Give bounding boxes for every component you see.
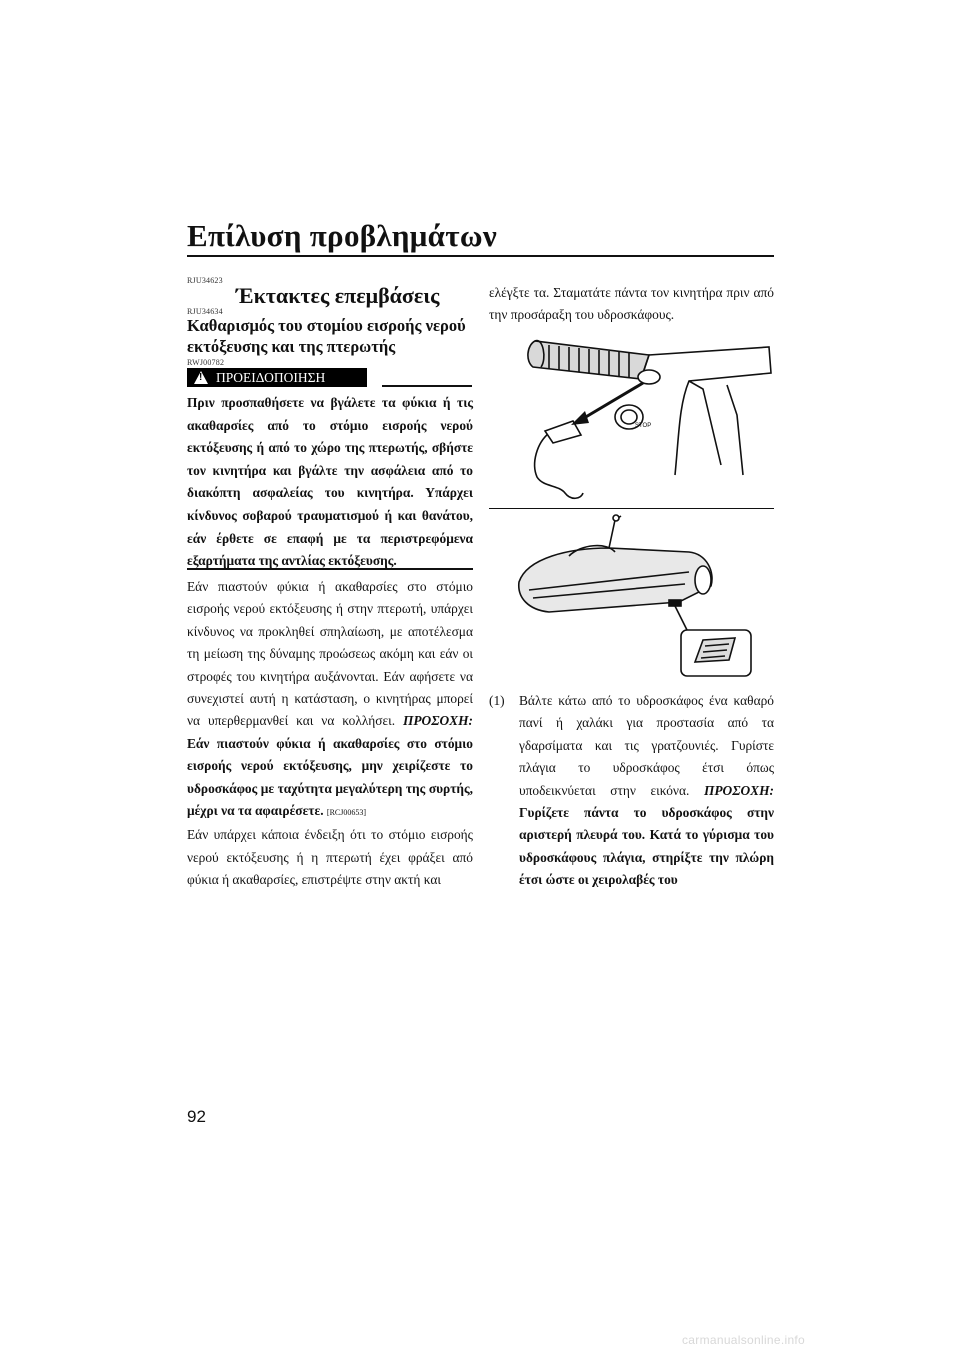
caution-code: [RCJ00653] bbox=[326, 808, 367, 818]
warning-text: Πριν προσπαθήσετε να βγάλετε τα φύκια ή τις ακαθαρσίες από το στόμιο εισροής νερού εκτόξευσης ή από το χώρο της πτερωτής, σβήστε τον κινητήρα και βγάλτε την ασφάλεια από το διακόπτη ασφαλείας του κινητήρα. Υπάρχει κίνδυνος σοβαρού τραυματισμού ή και θανάτου, εάν έρθετε σε επαφή με τα περιστρεφόμενα εξαρτήματα της αντλίας εκτόξευσης. bbox=[187, 395, 473, 569]
warning-triangle-icon bbox=[194, 371, 208, 384]
warning-rule bbox=[382, 385, 472, 387]
warning-label-box bbox=[187, 368, 367, 387]
figure-divider bbox=[489, 508, 774, 509]
footer-watermark: carmanualsonline.info bbox=[682, 1333, 806, 1347]
page-header-title: Επίλυση προβλημάτων bbox=[187, 218, 497, 253]
section-code: RJU34623 bbox=[187, 276, 223, 285]
caution-label: ΠΡΟΣΟΧΗ: bbox=[402, 713, 473, 729]
body-paragraph-1: Εάν πιαστούν φύκια ή ακαθαρσίες στο στόμιο εισροής νερού εκτόξευσης ή στην πτερωτή, υπάρχει κίνδυνος να προκληθεί σπηλαίωση, με αποτέλεσμα τη μείωση της δύναμης προώσεως ακόμη και εάν οι στροφές του κινητήρα αυξάνονται. Εάν αφήσετε να συνεχιστεί αυτή η κατάσταση, ο κινητήρας μπορεί να υπερθερμανθεί και να κολλήσει. bbox=[187, 579, 473, 729]
caution-text: Εάν πιαστούν φύκια ή ακαθαρσίες στο στόμιο εισροής νερού εκτόξευσης, μην χειρίζεστε το υδροσκάφος με ταχύτητα μεγαλύτερη της συρτής, μέχρι να τα αφαιρέσετε. bbox=[187, 735, 473, 819]
body-paragraph bbox=[187, 576, 473, 892]
page-number: 92 bbox=[187, 1107, 206, 1126]
header-rule bbox=[187, 255, 774, 257]
warning-label: ΠΡΟΕΙΔΟΠΟΙΗΣΗ bbox=[216, 369, 326, 385]
step-caution-text: Γυρίζετε πάντα το υδροσκάφος στην αριστερή πλευρά του. Κατά το γύρισμα του υδροσκάφους πλάγια, στηρίξτε την πλώρη έτσι ώστε οι χειρολαβές του bbox=[519, 805, 774, 888]
subsection-code: RJU34634 bbox=[187, 307, 223, 316]
warning-code: RWJ00782 bbox=[187, 358, 225, 367]
continuation-text: ελέγξτε τα. Σταματάτε πάντα τον κινητήρα πριν από την προσάραξη του υδροσκάφους. bbox=[489, 285, 774, 323]
body-paragraph-2: Εάν υπάρχει κάποια ένδειξη ότι το στόμιο εισροής νερού εκτόξευσης ή η πτερωτή έχει φράξει από φύκια ή ακαθαρσίες, επιστρέψτε στην ακτή και bbox=[187, 827, 473, 888]
step-1 bbox=[489, 690, 774, 892]
subsection-heading: Καθαρισμός του στομίου εισροής νερού εκτόξευσης και της πτερωτής bbox=[187, 316, 466, 356]
stop-label: STOP bbox=[635, 423, 652, 429]
section-title: Έκτακτες επεμβάσεις bbox=[236, 283, 440, 308]
step-number: (1) bbox=[489, 693, 505, 708]
step-caution-label: ΠΡΟΣΟΧΗ: bbox=[703, 782, 774, 798]
step-text: Βάλτε κάτω από το υδροσκάφος ένα καθαρό πανί ή χαλάκι για προστασία από τα γδαρσίματα και τις γρατζουνιές. Γυρίστε πλάγια το υδροσκάφος έτσι όπως υποδεικνύεται στην εικόνα. bbox=[519, 693, 774, 798]
warning-end-rule bbox=[187, 568, 473, 570]
watercraft-on-side-figure bbox=[489, 512, 774, 682]
handlebar-lanyard-figure bbox=[489, 325, 774, 505]
